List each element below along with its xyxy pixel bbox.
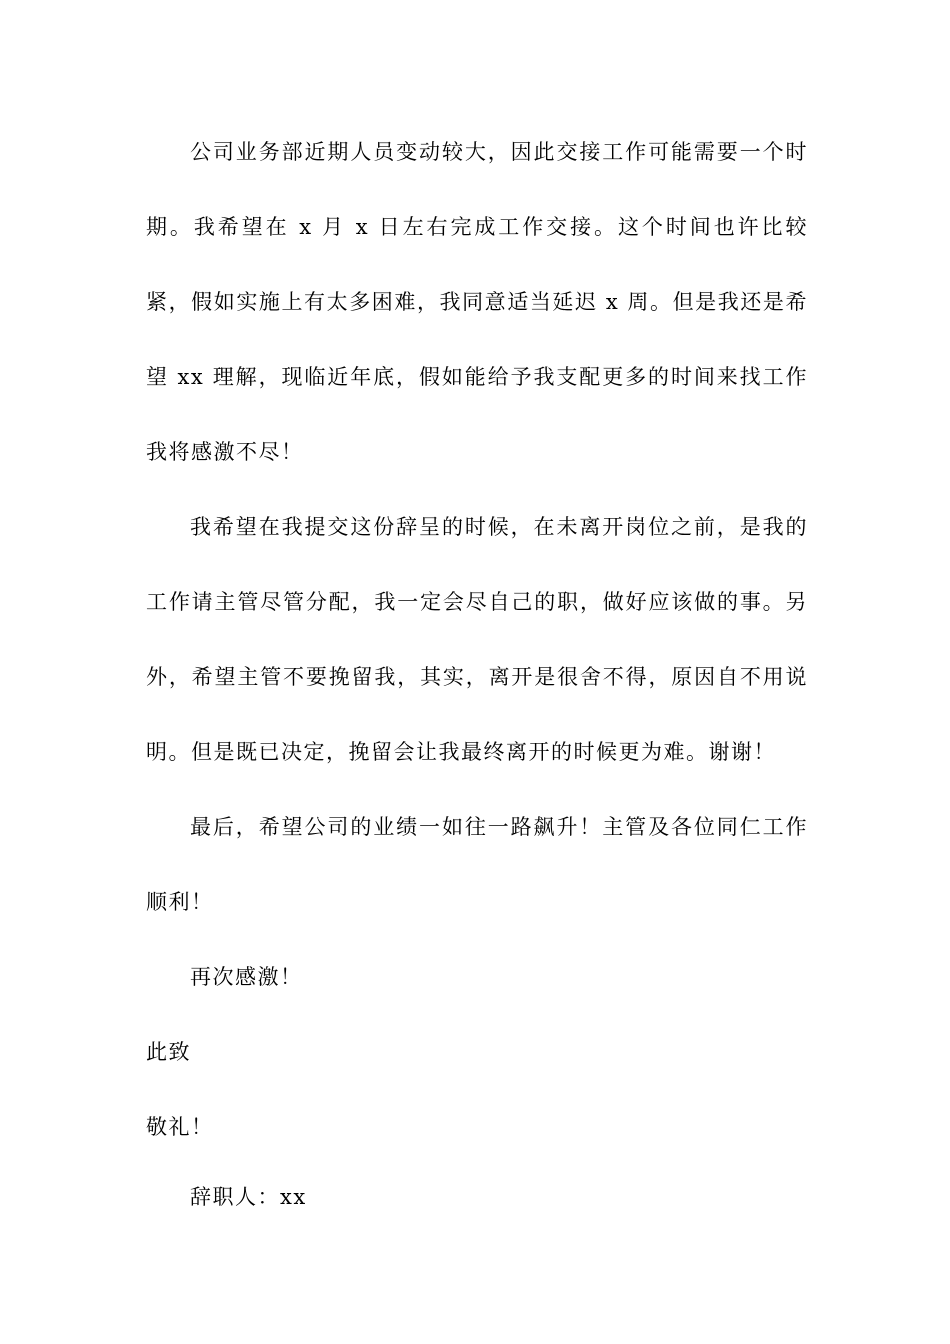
closing-line-1: 此致 <box>146 1040 191 1064</box>
body-paragraph-3: 最后，希望公司的业绩一如往一路飙升！主管及各位同仁工作顺利！ <box>146 815 808 914</box>
body-paragraph-4: 再次感激！ <box>190 965 303 989</box>
body-paragraph-1: 公司业务部近期人员变动较大，因此交接工作可能需要一个时期。我希望在 x 月 x 日左右完成工作交接。这个时间也许比较紧，假如实施上有太多困难，我同意适当延迟 x 周。但是我还是希望 xx 理解，现临近年底，假如能给予我支配更多的时间来找工作我将感激不尽！ <box>146 140 808 464</box>
signature-line: 辞职人：xx <box>190 1185 307 1209</box>
body-paragraph-2: 我希望在我提交这份辞呈的时候，在未离开岗位之前，是我的工作请主管尽管分配，我一定会尽自己的职，做好应该做的事。另外，希望主管不要挽留我，其实，离开是很舍不得，原因自不用说明。但是既已决定，挽留会让我最终离开的时候更为难。谢谢！ <box>146 515 808 764</box>
closing-line-2: 敬礼！ <box>146 1115 214 1139</box>
